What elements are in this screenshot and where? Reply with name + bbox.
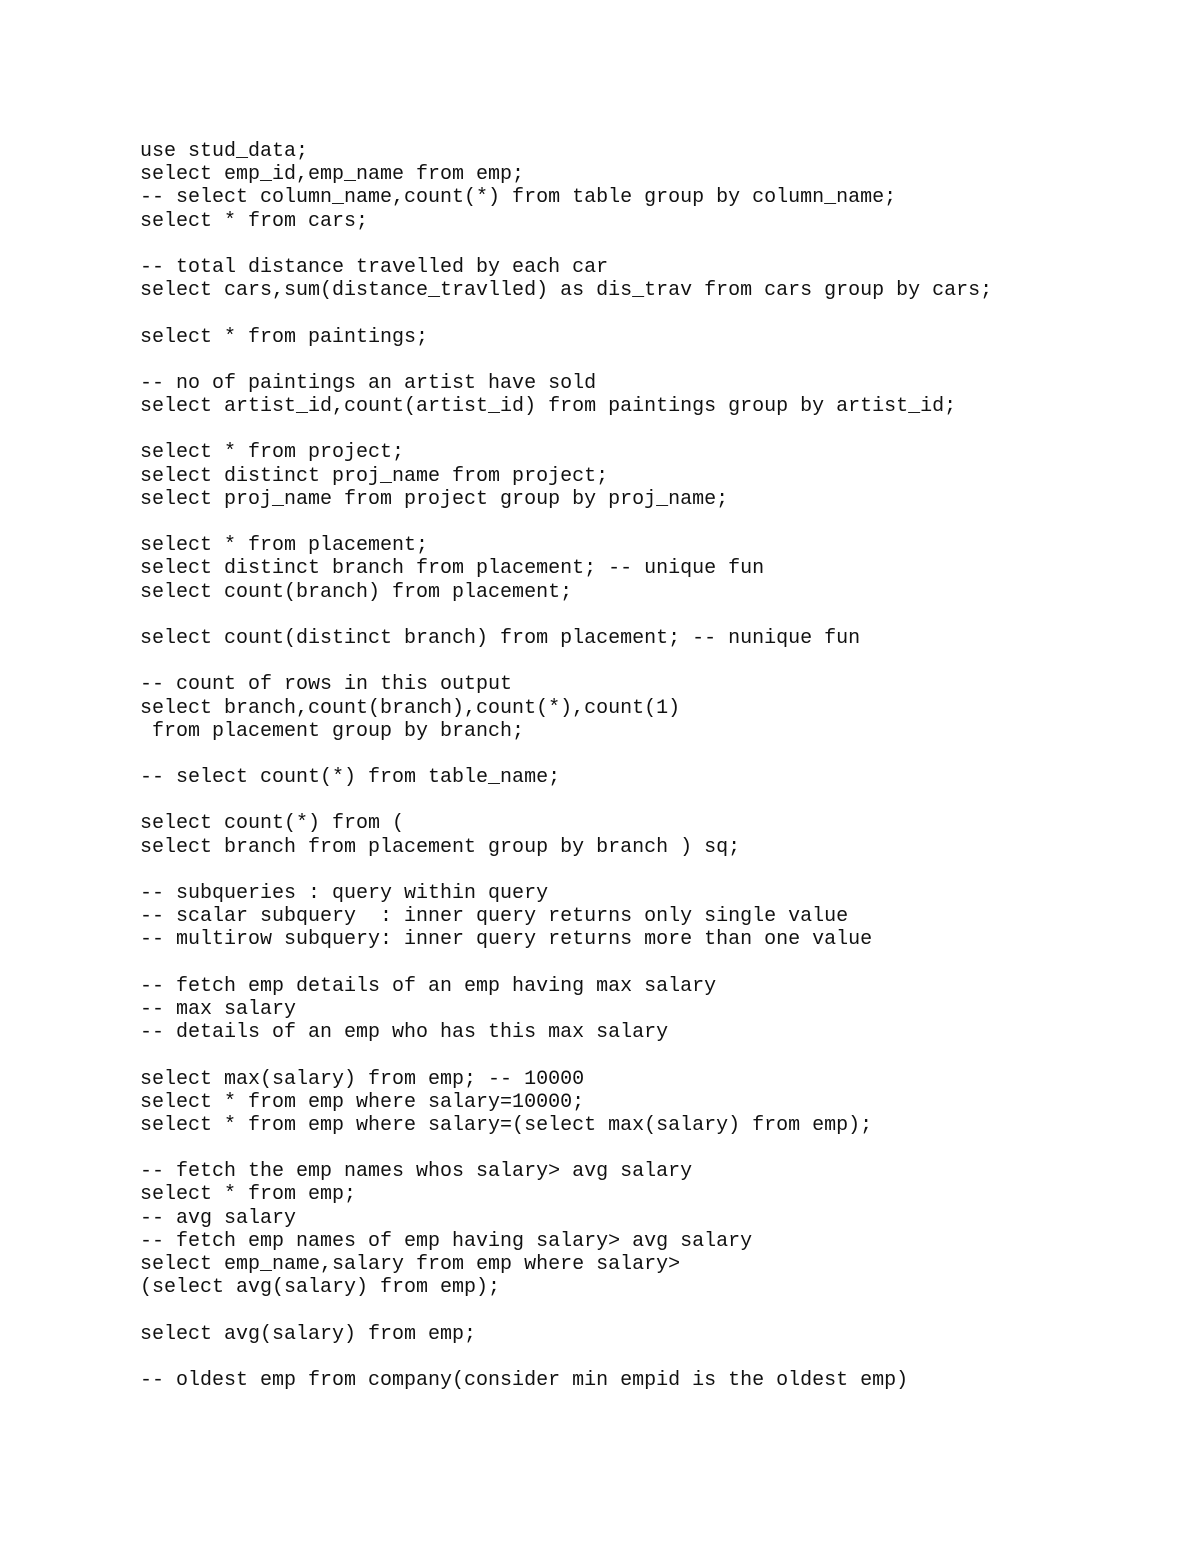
code-line: -- max salary: [140, 997, 297, 1021]
code-line: -- avg salary: [140, 1206, 297, 1230]
code-line: select artist_id,count(artist_id) from paintings group by artist_id;: [140, 395, 957, 419]
blank-line: [140, 233, 992, 256]
blank-line: [140, 952, 992, 975]
code-line: -- total distance travelled by each car: [140, 255, 609, 279]
blank-line: [140, 511, 992, 534]
code-line: select branch,count(branch),count(*),count(1): [140, 696, 681, 720]
code-line: select * from emp where salary=(select max(salary) from emp);: [140, 1113, 873, 1137]
code-line: select max(salary) from emp; -- 10000: [140, 1067, 585, 1091]
code-line: -- select column_name,count(*) from table group by column_name;: [140, 186, 897, 210]
blank-line: [140, 302, 992, 325]
blank-line: [140, 349, 992, 372]
blank-line: [140, 1044, 992, 1067]
code-line: (select avg(salary) from emp);: [140, 1276, 501, 1300]
code-line: -- fetch the emp names whos salary> avg salary: [140, 1160, 693, 1184]
code-line: select * from paintings;: [140, 325, 429, 349]
code-line: select proj_name from project group by proj_name;: [140, 487, 729, 511]
code-line: select * from placement;: [140, 534, 429, 558]
code-line: -- oldest emp from company(consider min empid is the oldest emp): [140, 1368, 909, 1392]
sql-code-block: [140, 140, 992, 1392]
blank-line: [140, 743, 992, 766]
code-line: -- fetch emp details of an emp having max salary: [140, 974, 717, 998]
code-line: select avg(salary) from emp;: [140, 1322, 477, 1346]
code-line: -- subqueries : query within query: [140, 882, 549, 905]
code-line: select * from emp where salary=10000;: [140, 1090, 585, 1114]
blank-line: [140, 1137, 992, 1160]
code-line: -- scalar subquery : inner query returns only single value: [140, 905, 849, 929]
code-line: from placement group by branch;: [140, 719, 525, 743]
code-line: -- count of rows in this output: [140, 673, 513, 697]
code-line: select count(branch) from placement;: [140, 580, 573, 604]
code-line: select * from emp;: [140, 1183, 357, 1207]
blank-line: [140, 859, 992, 882]
blank-line: [140, 789, 992, 812]
code-line: -- fetch emp names of emp having salary> avg salary: [140, 1229, 753, 1253]
code-line: select branch from placement group by branch ) sq;: [140, 835, 741, 859]
blank-line: [140, 418, 992, 441]
blank-line: [140, 1346, 992, 1369]
code-line: select distinct branch from placement; -- unique fun: [140, 557, 765, 581]
code-line: select * from cars;: [140, 209, 369, 233]
code-line: select count(distinct branch) from placement; -- nunique fun: [140, 626, 861, 650]
blank-line: [140, 1299, 992, 1322]
code-line: select count(*) from (: [140, 812, 405, 836]
code-line: select * from project;: [140, 441, 405, 465]
code-line: select distinct proj_name from project;: [140, 464, 609, 488]
code-line: select cars,sum(distance_travlled) as dis_trav from cars group by cars;: [140, 279, 993, 303]
code-line: -- no of paintings an artist have sold: [140, 371, 597, 395]
code-line: select emp_name,salary from emp where salary>: [140, 1253, 681, 1276]
code-line: -- multirow subquery: inner query returns more than one value: [140, 928, 873, 952]
code-line: -- details of an emp who has this max salary: [140, 1021, 669, 1045]
blank-line: [140, 650, 992, 673]
code-line: use stud_data;: [140, 140, 309, 163]
code-line: -- select count(*) from table_name;: [140, 766, 561, 790]
blank-line: [140, 604, 992, 627]
code-line: select emp_id,emp_name from emp;: [140, 163, 525, 187]
